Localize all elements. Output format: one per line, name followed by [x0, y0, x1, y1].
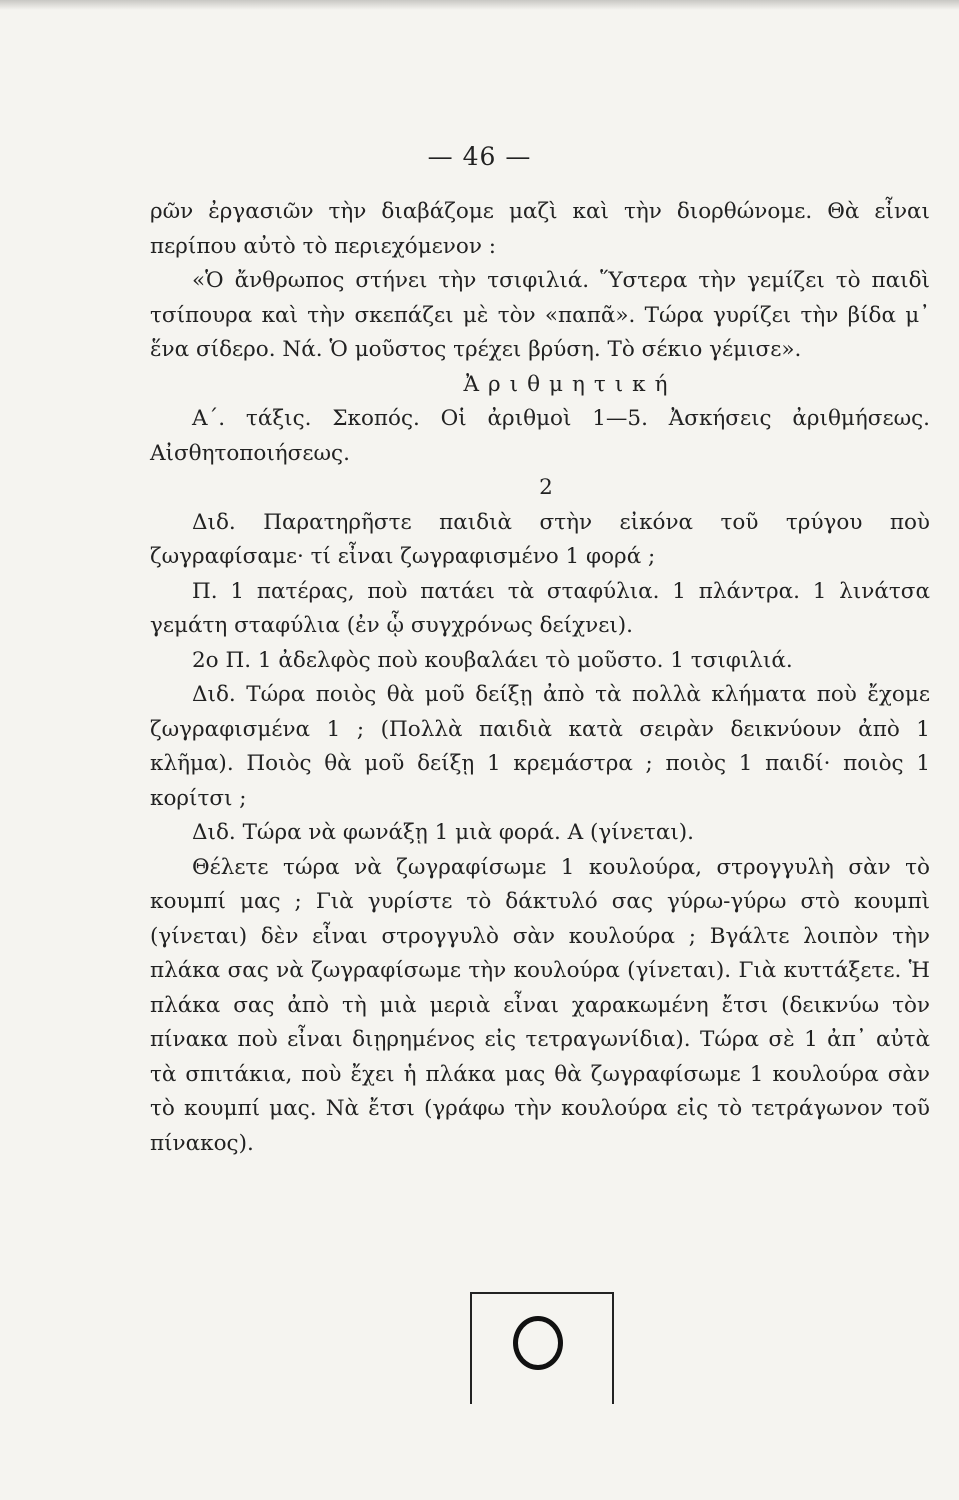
- page-number: — 46 —: [427, 142, 532, 171]
- paragraph: Π. 1 πατέρας, ποὺ πατάει τὰ σταφύλια. 1 πλάντρα. 1 λινάτσα γεμάτη σταφύλια (ἐν ᾧ συγχρόνως δείχνει).: [150, 578, 930, 638]
- paragraph: ρῶν ἐργασιῶν τὴν διαβάζομε μαζὶ καὶ τὴν διορθώνομε. Θὰ εἶναι περίπου αὐτὸ τὸ περιεχόμενον :: [150, 199, 930, 259]
- paragraph: Α΄. τάξις. Σκοπός. Οἱ ἀριθμοὶ 1—5. Ἀσκήσεις ἀριθμήσεως. Αἰσθητοποιήσεως.: [150, 406, 930, 466]
- circle-drawing: [513, 1316, 563, 1370]
- paragraph: Διδ. Τώρα ποιὸς θὰ μοῦ δείξῃ ἀπὸ τὰ πολλὰ κλήματα ποὺ ἔχομε ζωγραφισμένα 1 ; (Πολλὰ παιδιὰ κατὰ σειρὰν δεικνύουν ἀπὸ 1 κλῆμα). Ποιὸς θὰ μοῦ δείξῃ 1 κρεμάστρα ; ποιὸς 1 παιδί· ποιὸς 1 κορίτσι ;: [150, 682, 930, 811]
- section-heading: Ἀριθμητική: [463, 371, 677, 397]
- paragraph: «Ὁ ἄνθρωπος στήνει τὴν τσιφιλιά. Ὕστερα τὴν γεμίζει τὸ παιδὶ τσίπουρα καὶ τὴν σκεπάζει μὲ τὸν «παπᾶ». Τώρα γυρίζει τὴν βίδα μ᾿ ἕνα σίδερο. Νά. Ὁ μοῦστος τρέχει βρύση. Τὸ σέκιο γέμισε».: [150, 268, 930, 362]
- body-text: [150, 195, 930, 1161]
- page-top-edge: [0, 0, 959, 10]
- section-number: 2: [539, 475, 553, 500]
- paragraph: Θέλετε τώρα νὰ ζωγραφίσωμε 1 κουλούρα, στρογγυλὴ σὰν τὸ κουμπί μας ; Γιὰ γυρίστε τὸ δάκτυλό σας γύρω-γύρω στὸ κουμπὶ (γίνεται) δὲν εἶναι στρογγυλὸ σὰν κουλούρα ; Βγάλτε λοιπὸν τὴν πλάκα σας νὰ ζωγραφίσωμε τὴν κουλούρα (γίνεται). Γιὰ κυττάξετε. Ἡ πλάκα σας ἀπὸ τὴ μιὰ μεριὰ εἶναι χαρακωμένη ἔτσι (δεικνύω τὸν πίνακα ποὺ εἶναι διῃρημένος εἰς τετραγωνίδια). Τώρα σὲ 1 ἀπ᾿ αὐτὰ τὰ σπιτάκια, ποὺ ἔχει ἡ πλάκα μας θὰ ζωγραφίσωμε 1 κουλούρα σὰν τὸ κουμπί μας. Νὰ ἔτσι (γράφω τὴν κουλούρα εἰς τὸ τετράγωνον τοῦ πίνακος).: [150, 854, 930, 1156]
- paragraph: Διδ. Παρατηρῆστε παιδιὰ στὴν εἰκόνα τοῦ τρύγου ποὺ ζωγραφίσαμε· τί εἶναι ζωγραφισμένο 1 φορά ;: [150, 509, 930, 569]
- paragraph: 2ο Π. 1 ἀδελφὸς ποὺ κουβαλάει τὸ μοῦστο. 1 τσιφιλιά.: [192, 647, 793, 673]
- paragraph: Διδ. Τώρα νὰ φωνάξῃ 1 μιὰ φορά. Α (γίνεται).: [192, 820, 694, 845]
